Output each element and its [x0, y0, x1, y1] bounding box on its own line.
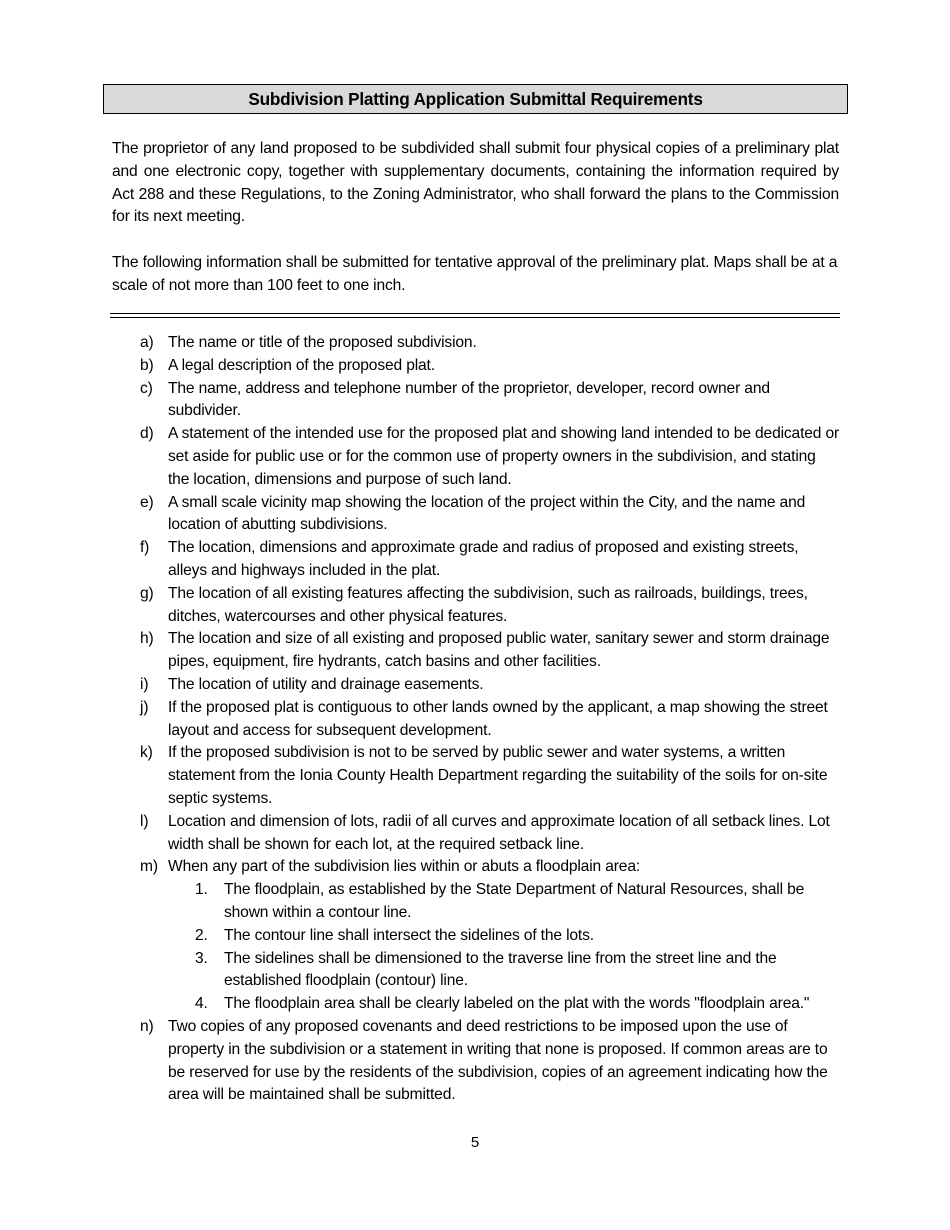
list-item-text: The name, address and telephone number of the proprietor, developer, record owner and subdivider. [168, 379, 770, 420]
list-marker: j) [140, 698, 149, 716]
sublist-marker: 3. [195, 949, 208, 967]
requirement-item-m [140, 856, 840, 1016]
page-title [103, 84, 848, 114]
list-item-text: If the proposed plat is contiguous to other lands owned by the applicant, a map showing the street layout and access for subsequent development. [168, 698, 828, 739]
page-number: 5 [470, 1134, 480, 1151]
list-item-text: When any part of the subdivision lies within or abuts a floodplain area: [168, 858, 641, 876]
sublist-item-text: The floodplain area shall be clearly labeled on the plat with the words "floodplain area." [224, 995, 810, 1013]
requirement-item-f [140, 537, 840, 583]
list-marker: d) [140, 425, 154, 443]
list-marker: h) [140, 630, 154, 648]
requirement-item-c [140, 378, 840, 424]
list-item-text: The name or title of the proposed subdivision. [168, 334, 477, 351]
list-item-text: The location, dimensions and approximate grade and radius of proposed and existing streets, alleys and highways included in the plat. [168, 539, 799, 579]
page-title-text: Subdivision Platting Application Submittal Requirements [248, 88, 703, 109]
list-marker: i) [140, 675, 149, 693]
list-marker: k) [140, 744, 153, 762]
list-marker: m) [140, 858, 158, 876]
requirement-item-a [140, 332, 840, 355]
intro-paragraph: The proprietor of any land proposed to be subdivided shall submit four physical copies of a preliminary plat and one electronic copy, together with supplementary documents, containing the information required by Act 288 and these Regulations, to the Zoning Administrator, who shall forward the plans to the Commission for its next meeting. [112, 140, 839, 226]
sublist-item-text: The contour line shall intersect the sidelines of the lots. [224, 926, 594, 944]
list-marker: n) [140, 1017, 154, 1035]
list-marker: c) [140, 379, 153, 397]
list-item-text: If the proposed subdivision is not to be served by public sewer and water systems, a written statement from the Ionia County Health Department regarding the suitability of the soils for on-site septic systems. [168, 744, 828, 807]
requirement-item-n [140, 1016, 840, 1107]
requirement-item-d [140, 423, 840, 491]
list-item-text: The location of all existing features affecting the subdivision, such as railroads, buildings, trees, ditches, watercourses and other physical features. [168, 584, 808, 625]
list-item-text: The location of utility and drainage easements. [168, 675, 484, 693]
list-item-text: A small scale vicinity map showing the location of the project within the City, and the name and location of abutting subdivisions. [168, 493, 806, 534]
floodplain-sublist [168, 879, 840, 1016]
list-item-text: Two copies of any proposed covenants and deed restrictions to be imposed upon the use of property in the subdivision or a statement in writing that none is proposed. If common areas are to be reserved for use by the residents of the subdivision, copies of an agreement indicating how the area will be maintained shall be submitted. [168, 1017, 828, 1104]
list-item-text: Location and dimension of lots, radii of all curves and approximate location of all setback lines. Lot width shall be shown for each lot, at the required setback line. [168, 812, 830, 853]
sublist-item-text: The floodplain, as established by the State Department of Natural Resources, shall be shown within a contour line. [224, 881, 805, 921]
floodplain-subitem-1 [195, 879, 840, 925]
list-marker: b) [140, 356, 154, 374]
floodplain-subitem-2 [195, 925, 840, 948]
requirement-item-i [140, 674, 840, 697]
sublist-marker: 1. [195, 881, 208, 899]
floodplain-subitem-3 [195, 948, 840, 994]
requirement-item-l [140, 811, 840, 857]
list-item-text: The location and size of all existing and proposed public water, sanitary sewer and storm drainage pipes, equipment, fire hydrants, catch basins and other facilities. [168, 630, 830, 671]
list-item-text: A statement of the intended use for the proposed plat and showing land intended to be dedicated or set aside for public use or for the common use of property owners in the subdivision, and stating the location, dimensions and purpose of such land. [168, 425, 840, 488]
requirement-item-b [140, 355, 840, 378]
requirement-item-j [140, 697, 840, 743]
requirements-list [140, 332, 840, 1107]
floodplain-subitem-4 [195, 993, 840, 1016]
requirement-item-k [140, 742, 840, 810]
list-marker: f) [140, 539, 150, 557]
requirement-item-g [140, 583, 840, 629]
list-item-text: A legal description of the proposed plat. [168, 356, 435, 374]
list-marker: e) [140, 493, 154, 511]
requirement-item-e [140, 492, 840, 538]
sublist-marker: 2. [195, 926, 208, 944]
scale-paragraph: The following information shall be submitted for tentative approval of the preliminary plat. Maps shall be at a scale of not more than 100 feet to one inch. [112, 254, 838, 294]
list-marker: a) [140, 334, 154, 351]
requirement-item-h [140, 628, 840, 674]
sublist-marker: 4. [195, 995, 208, 1013]
double-rule-divider [110, 313, 840, 318]
list-marker: l) [140, 812, 149, 830]
list-marker: g) [140, 584, 154, 602]
sublist-item-text: The sidelines shall be dimensioned to the traverse line from the street line and the established floodplain (contour) line. [224, 949, 777, 990]
